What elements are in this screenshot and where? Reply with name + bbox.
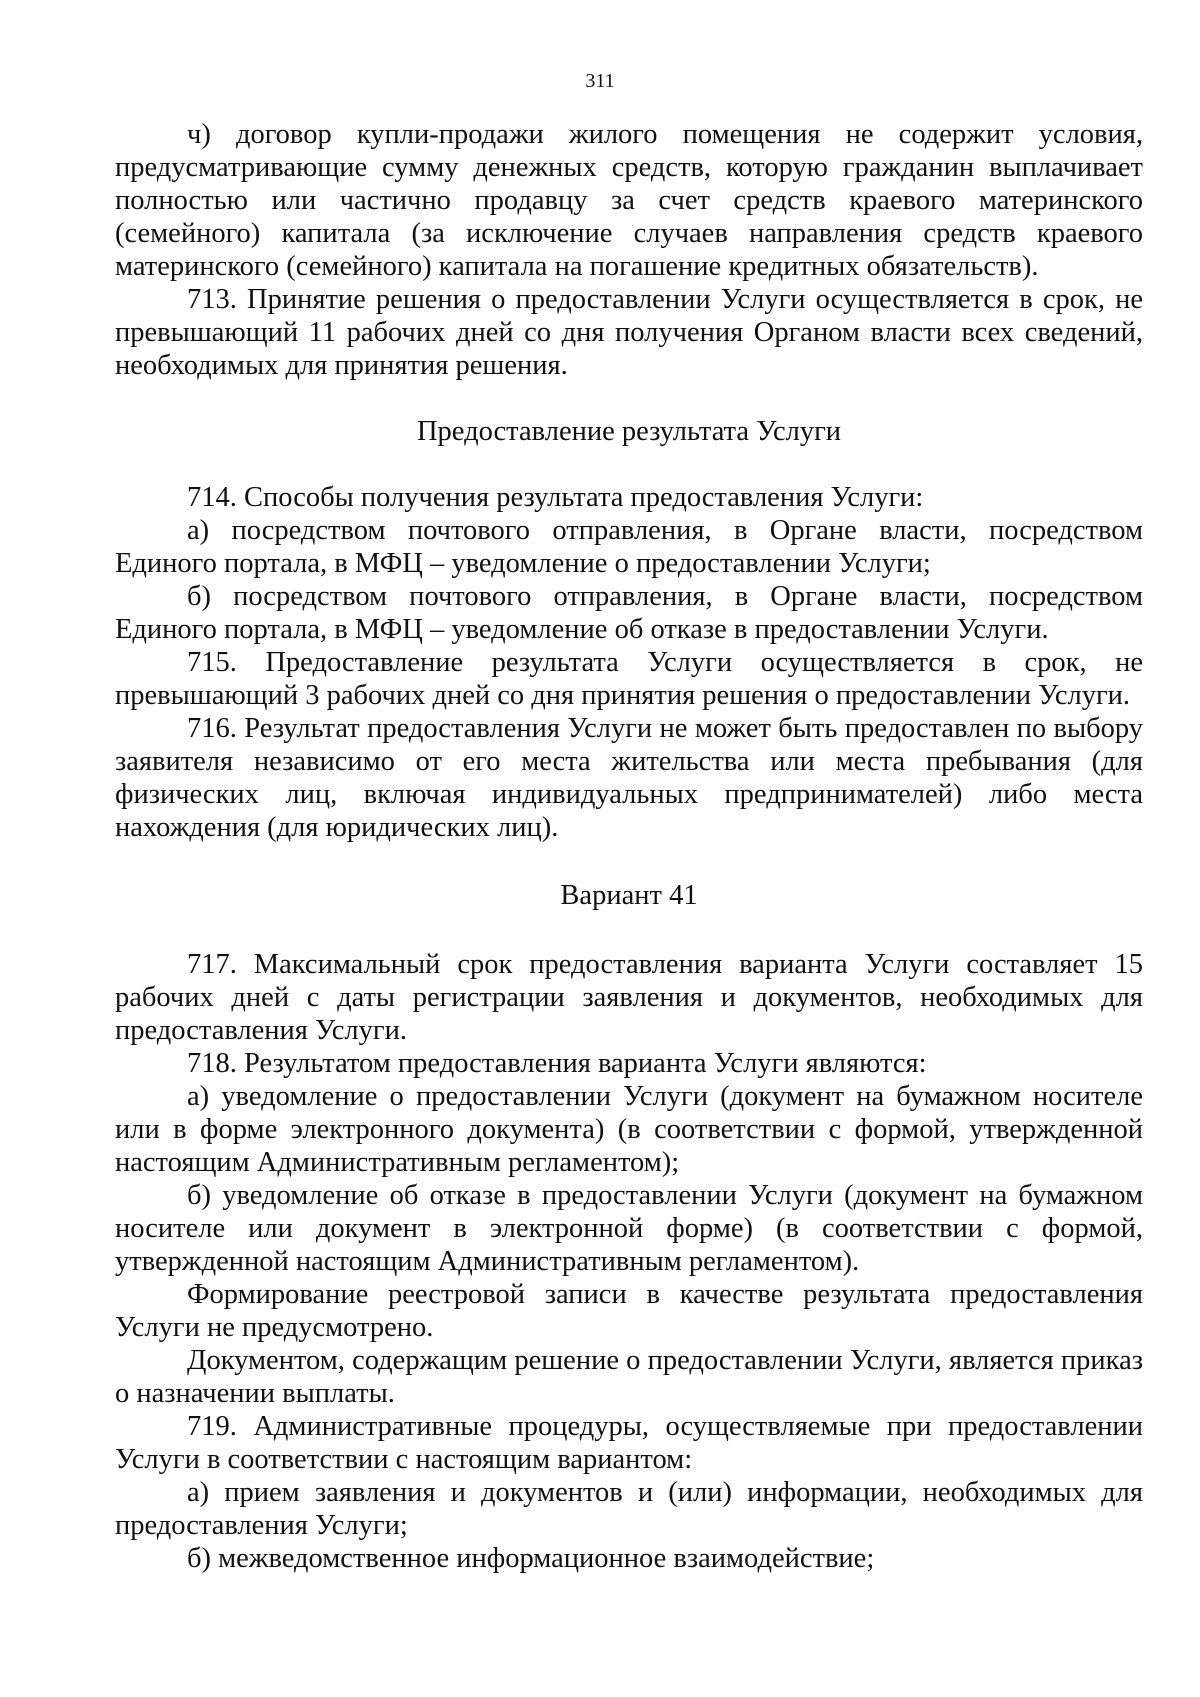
paragraph-714-b: б) посредством почтового отправления, в Органе власти, посредством Единого портала, в МФЦ – уведомление об отказе в предоставлении Услуги. <box>115 581 1143 645</box>
document-body <box>115 118 1143 1575</box>
section-heading-variant: Вариант 41 <box>560 880 698 911</box>
paragraph-714-a: а) посредством почтового отправления, в Органе власти, посредством Единого портала, в МФЦ – уведомление о предоставлении Услуги; <box>115 515 1143 579</box>
paragraph-719-a: а) прием заявления и документов и (или) информации, необходимых для предоставления Услуги; <box>115 1477 1143 1541</box>
section-heading-result: Предоставление результата Услуги <box>416 416 842 447</box>
paragraph-719: 719. Административные процедуры, осуществляемые при предоставлении Услуги в соответствии с настоящим вариантом: <box>115 1411 1143 1475</box>
page-number: 311 <box>585 70 615 92</box>
paragraph-ch: ч) договор купли-продажи жилого помещения не содержит условия, предусматривающие сумму денежных средств, которую гражданин выплачивает полностью или частично продавцу за счет средств краевого материнского (семейного) капитала (за исключение случаев направления средств краевого материнского (семейного) капитала на погашение кредитных обязательств). <box>115 119 1143 282</box>
paragraph-714: 714. Способы получения результата предоставления Услуги: <box>187 482 924 513</box>
paragraph-715: 715. Предоставление результата Услуги осуществляется в срок, не превышающий 3 рабочих дней со дня принятия решения о предоставлении Услуги. <box>115 647 1143 711</box>
paragraph-716: 716. Результат предоставления Услуги не может быть предоставлен по выбору заявителя независимо от его места жительства или места пребывания (для физических лиц, включая индивидуальных предпринимателей) либо места нахождения (для юридических лиц). <box>115 713 1143 843</box>
paragraph-decision-document: Документом, содержащим решение о предоставлении Услуги, является приказ о назначении выплаты. <box>115 1345 1143 1409</box>
paragraph-717: 717. Максимальный срок предоставления варианта Услуги составляет 15 рабочих дней с даты регистрации заявления и документов, необходимых для предоставления Услуги. <box>115 949 1143 1046</box>
paragraph-718-a: а) уведомление о предоставлении Услуги (документ на бумажном носителе или в форме электронного документа) (в соответствии с формой, утвержденной настоящим Административным регламентом); <box>115 1081 1143 1178</box>
paragraph-718: 718. Результатом предоставления варианта Услуги являются: <box>187 1048 927 1079</box>
paragraph-registry-record: Формирование реестровой записи в качестве результата предоставления Услуги не предусмотрено. <box>115 1279 1143 1343</box>
paragraph-713: 713. Принятие решения о предоставлении Услуги осуществляется в срок, не превышающий 11 рабочих дней со дня получения Органом власти всех сведений, необходимых для принятия решения. <box>115 284 1143 381</box>
paragraph-718-b: б) уведомление об отказе в предоставлении Услуги (документ на бумажном носителе или документ в электронной форме) (в соответствии с формой, утвержденной настоящим Административным регламентом). <box>115 1180 1143 1277</box>
paragraph-719-b: б) межведомственное информационное взаимодействие; <box>187 1543 875 1574</box>
